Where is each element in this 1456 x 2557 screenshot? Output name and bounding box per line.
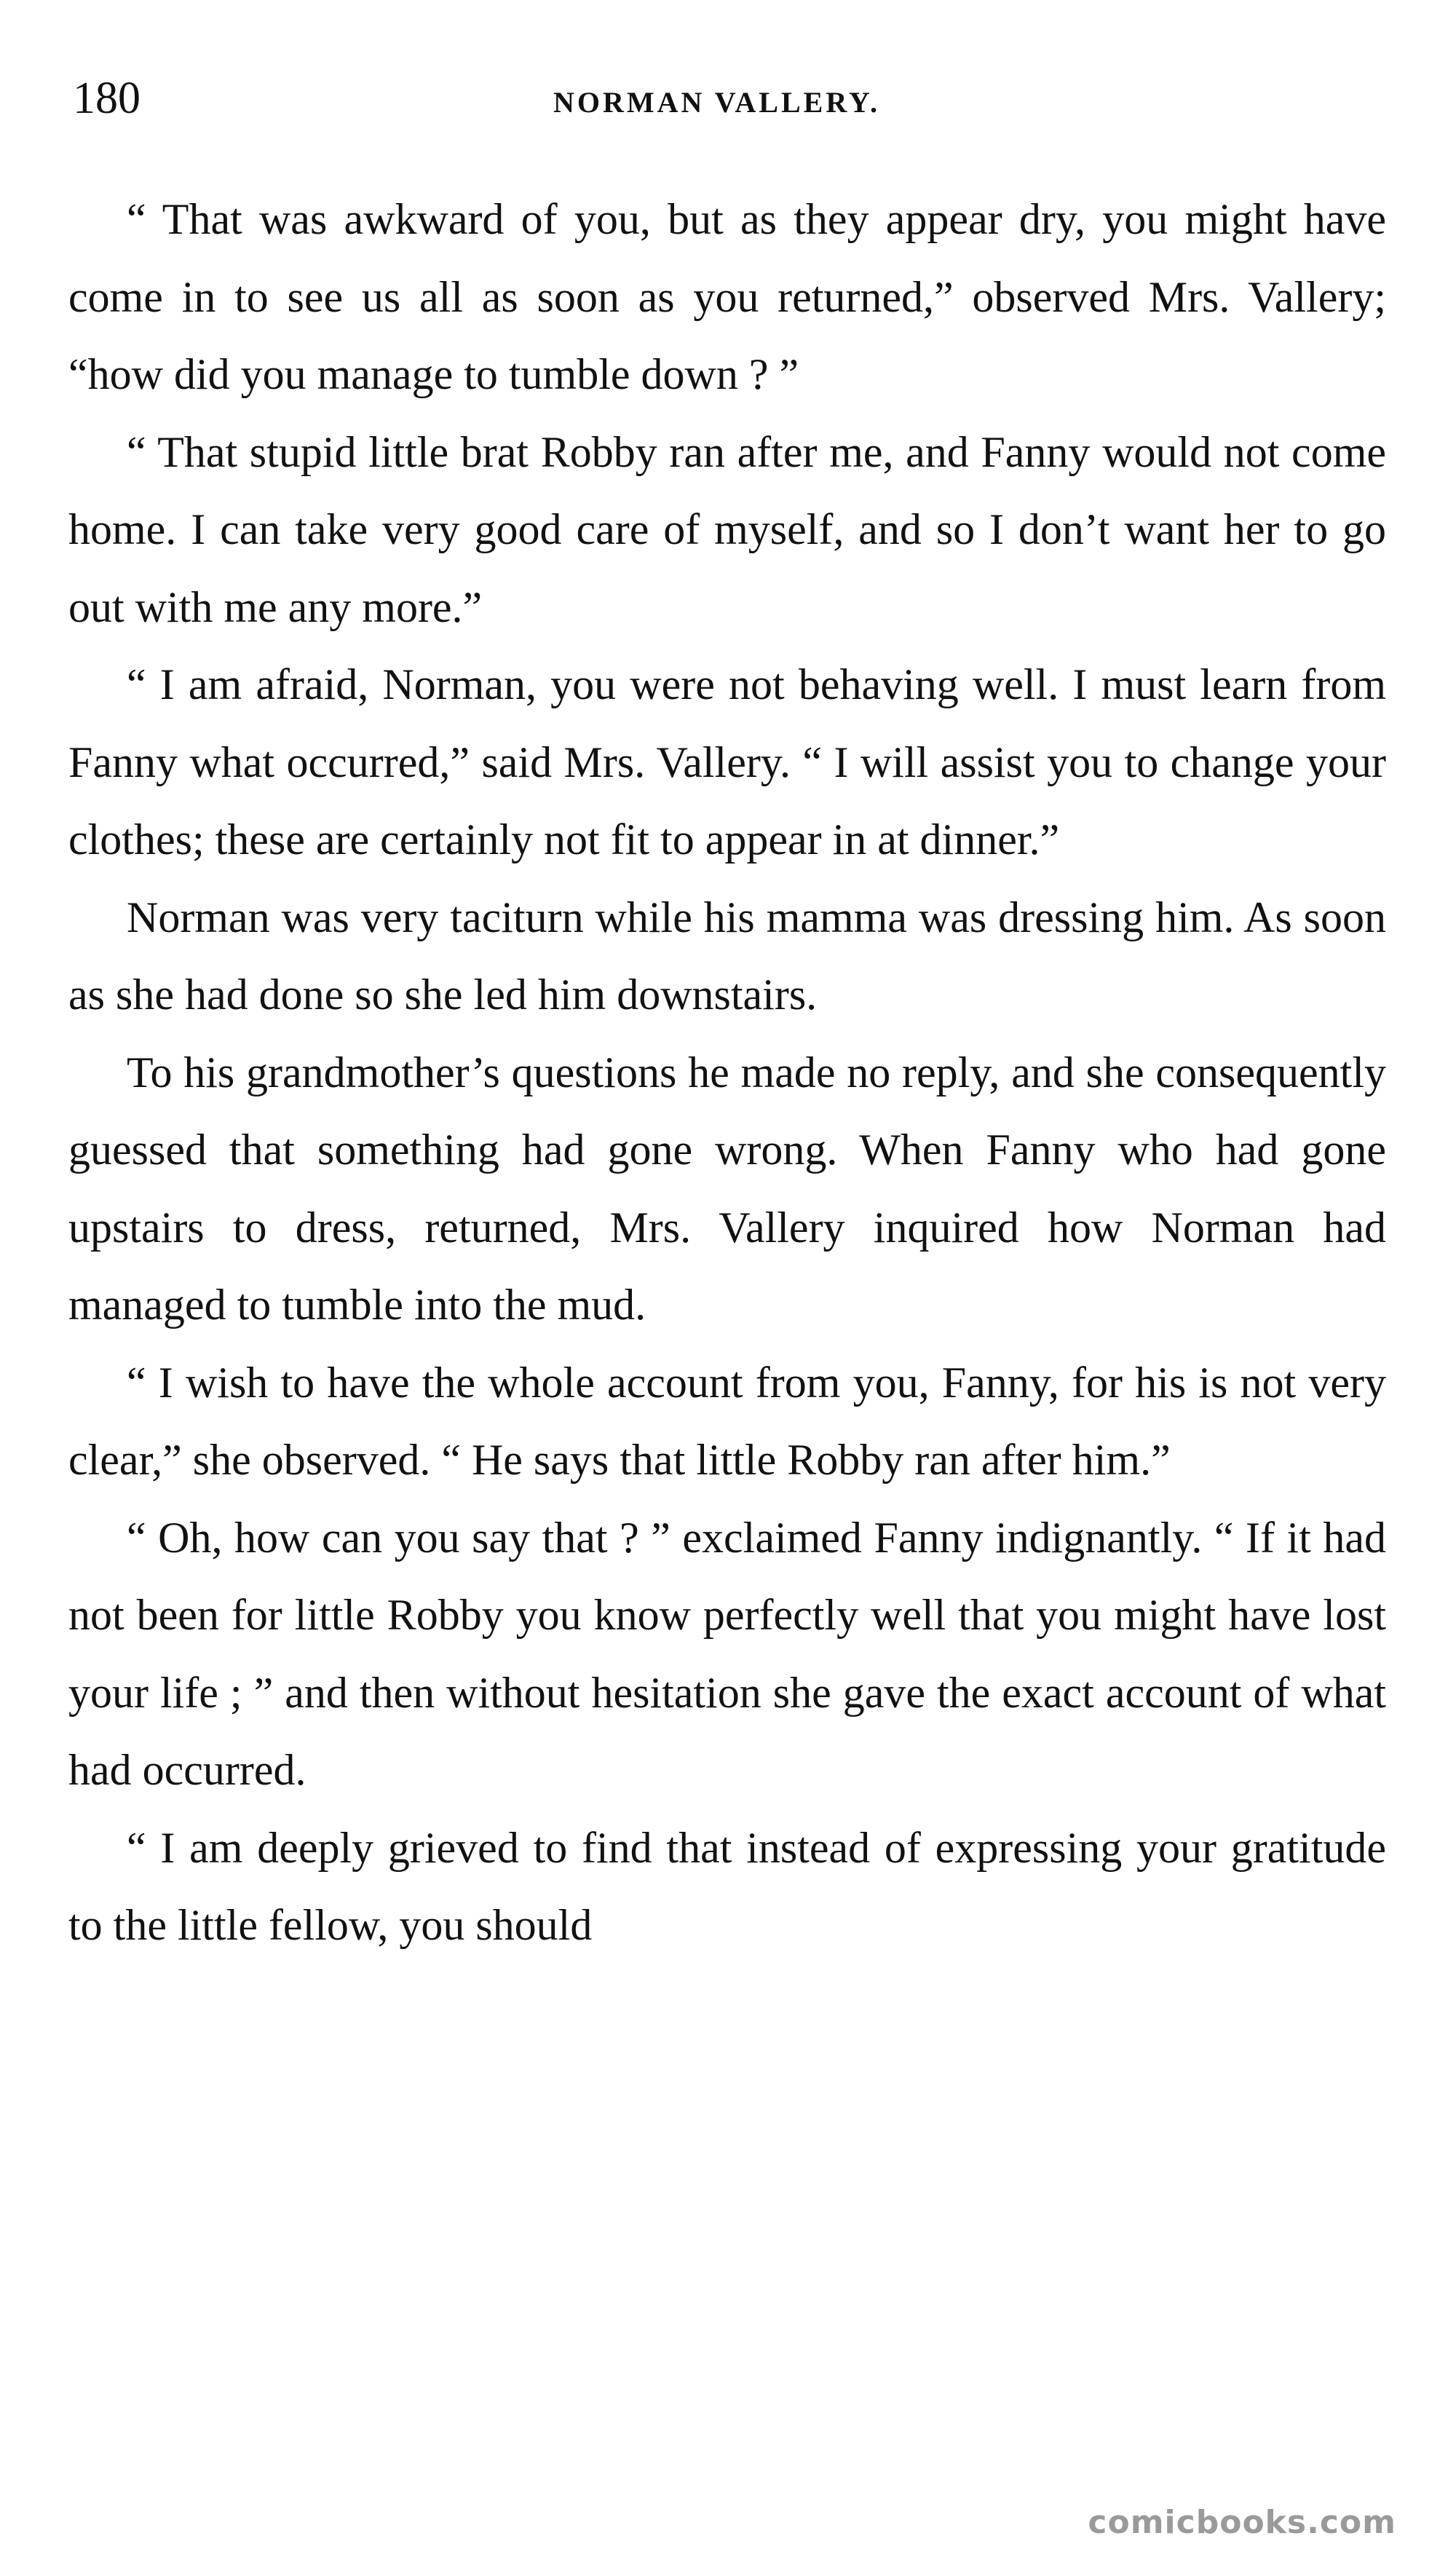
paragraph: “ I am deeply grieved to find that instead of expressing your gratitude to the little fellow, you should [68,1823,1386,1949]
paragraph: “ I am afraid, Norman, you were not behaving well. I must learn from Fanny what occurred,” said Mrs. Vallery. “ I will assist you to change your clothes; these are certainly not fit to appear in at dinner.” [68,660,1386,863]
watermark: comicbooks.com [1088,2504,1396,2541]
body-text [68,181,1386,1964]
running-title: NORMAN VALLERY. [553,86,881,119]
paragraph: Norman was very taciturn while his mamma was dressing him. As soon as she had done so she led him downstairs. [68,893,1386,1019]
page-header [73,66,1412,131]
paragraph: “ Oh, how can you say that ? ” exclaimed Fanny indignantly. “ If it had not been for little Robby you know perfectly well that you might have lost your life ; ” and then without hesitation she gave the exact account of what had occurred. [68,1513,1386,1794]
page-number: 180 [73,74,141,123]
paragraph: “ That stupid little brat Robby ran after me, and Fanny would not come home. I can take very good care of myself, and so I don’t want her to go out with me any more.” [68,427,1386,631]
paragraph: To his grandmother’s questions he made no reply, and she consequently guessed that something had gone wrong. When Fanny who had gone upstairs to dress, returned, Mrs. Vallery inquired how Norman had managed to tumble into the mud. [68,1048,1386,1329]
paragraph: “ That was awkward of you, but as they appear dry, you might have come in to see us all as soon as you returned,” observed Mrs. Vallery; “how did you manage to tumble down ? ” [68,195,1386,398]
paragraph: “ I wish to have the whole account from you, Fanny, for his is not very clear,” she observed. “ He says that little Robby ran after him.” [68,1358,1386,1484]
